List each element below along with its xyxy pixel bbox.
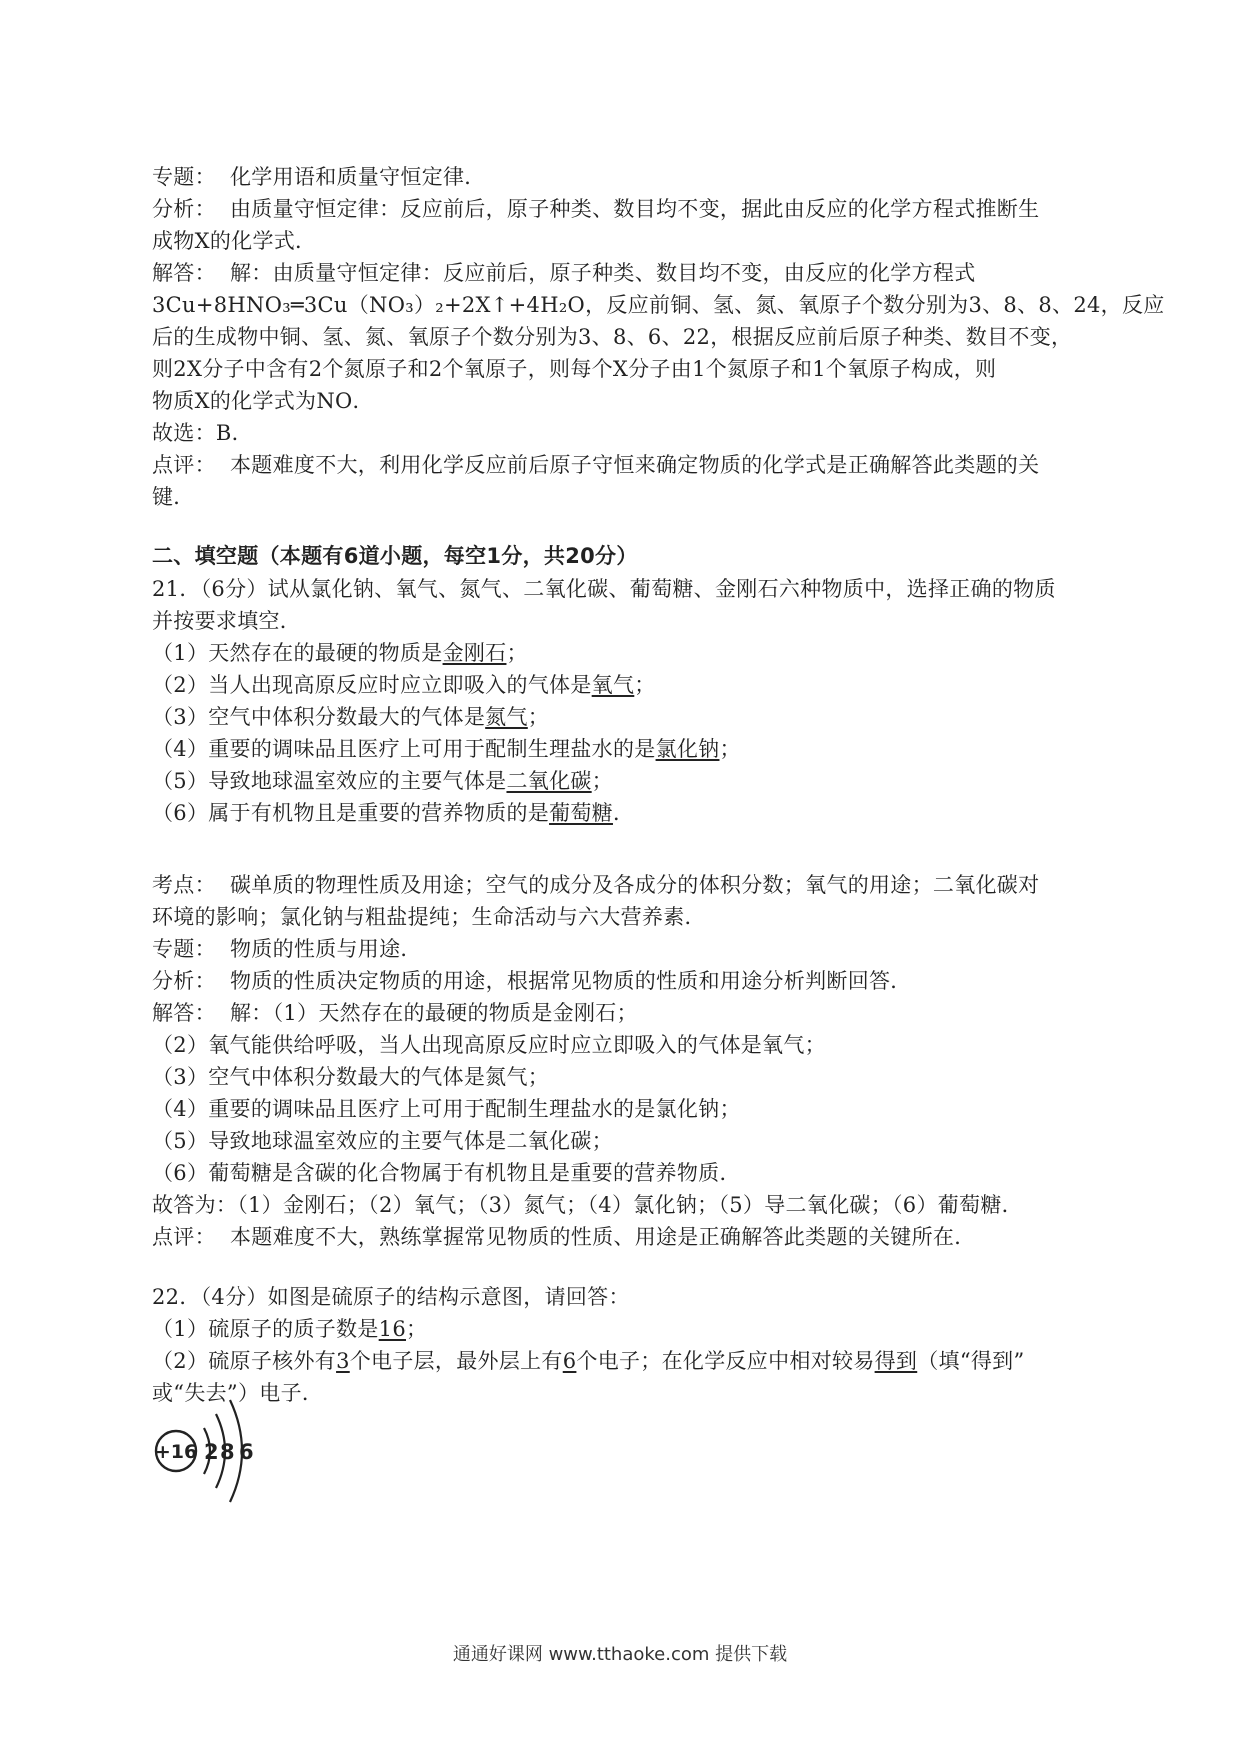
answer-continuation: （4）重要的调味品且医疗上可用于配制生理盐水的是氯化钠；: [152, 1097, 741, 1121]
answer-blank: 氧气: [591, 673, 635, 697]
kaodian-label: 考点：: [152, 873, 216, 897]
answer-text: 解：由质量守恒定律：反应前后，原子种类、数目均不变，由反应的化学方程式: [230, 261, 976, 285]
item-text: （3）空气中体积分数最大的气体是: [152, 705, 486, 729]
item-text: 个电子层，最外层上有: [349, 1349, 563, 1373]
answer-line: [152, 998, 638, 1028]
q21-item: [152, 734, 741, 764]
item-punct: ；: [634, 673, 656, 697]
comment-line: [152, 1222, 976, 1252]
topic-label: 专题：: [152, 937, 216, 961]
topic-text: 化学用语和质量守恒定律．: [230, 165, 486, 189]
q21-stem-continuation: 并按要求填空．: [152, 609, 302, 633]
answer-blank: 葡萄糖: [549, 801, 613, 825]
item-text: （4）重要的调味品且医疗上可用于配制生理盐水的是: [152, 737, 656, 761]
choice-line: 故选：B．: [152, 421, 253, 445]
item-punct: ；: [406, 1317, 428, 1341]
q22-item: [152, 1314, 427, 1344]
q22-item: [152, 1346, 1025, 1376]
q21-item: [152, 638, 528, 668]
analysis-line: [152, 194, 1039, 224]
nucleus-charge: +16: [154, 1441, 198, 1463]
comment-text: 本题难度不大，利用化学反应前后原子守恒来确定物质的化学式是正确解答此类题的关: [230, 453, 1040, 477]
answer-blank: 3: [336, 1349, 350, 1373]
answer-continuation: 则2X分子中含有2个氮原子和2个氧原子，则每个X分子由1个氮原子和1个氧原子构成，则: [152, 357, 997, 381]
topic-line: [152, 162, 486, 192]
footer-source: 通通好课网 www.tthaoke.com 提供下载: [452, 1644, 788, 1665]
answer-continuation: 后的生成物中铜、氢、氮、氧原子个数分别为3、8、6、22，根据反应前后原子种类、数目不变，: [152, 325, 1073, 349]
item-punct: ；: [591, 769, 613, 793]
item-punct: ．: [612, 801, 635, 825]
q21-stem: 21．（6分）试从氯化钠、氧气、氮气、二氧化碳、葡萄糖、金刚石六种物质中，选择正确的物质: [152, 577, 1056, 601]
kaodian-continuation: 环境的影响；氯化钠与粗盐提纯；生命活动与六大营养素．: [152, 905, 706, 929]
answer-label: 解答：: [152, 1001, 216, 1025]
item-text: （6）属于有机物且是重要的营养物质的是: [152, 801, 550, 825]
answer-blank: 氯化钠: [655, 737, 720, 761]
answer-blank: 得到: [874, 1349, 918, 1373]
shell-electron-count: 6: [239, 1440, 254, 1464]
answer-blank: 金刚石: [442, 641, 507, 665]
q21-item: [152, 670, 656, 700]
q22-continuation: 或“失去”）电子．: [152, 1381, 324, 1405]
answer-line: [152, 258, 976, 288]
comment-label: 点评：: [152, 1225, 216, 1249]
analysis-label: 分析：: [152, 969, 216, 993]
kaodian-line: [152, 870, 1039, 900]
answer-continuation: （5）导致地球温室效应的主要气体是二氧化碳；: [152, 1129, 613, 1153]
item-text: 个电子；在化学反应中相对较易: [576, 1349, 875, 1373]
sulfur-atom-diagram: [152, 1392, 292, 1512]
q21-item: [152, 766, 613, 796]
item-text: （2）当人出现高原反应时应立即吸入的气体是: [152, 673, 592, 697]
answer-continuation: 物质X的化学式为NO．: [152, 389, 374, 413]
item-text: （填“得到”: [917, 1349, 1025, 1373]
item-punct: ；: [527, 705, 550, 729]
topic-label: 专题：: [152, 165, 216, 189]
equation-line: 3Cu+8HNO₃═3Cu（NO₃）₂+2X↑+4H₂O，反应前铜、氢、氮、氧原子个数分别为3、8、8、24，反应: [152, 293, 1165, 317]
answer-continuation: （3）空气中体积分数最大的气体是氮气；: [152, 1065, 550, 1089]
item-text: （2）硫原子核外有: [152, 1349, 337, 1373]
topic-line: [152, 934, 422, 964]
answer-blank: 6: [562, 1349, 577, 1373]
comment-text: 本题难度不大，熟练掌握常见物质的性质、用途是正确解答此类题的关键所在．: [230, 1225, 976, 1249]
answer-blank: 二氧化碳: [506, 769, 592, 793]
item-punct: ；: [506, 641, 528, 665]
answer-blank: 16: [378, 1317, 406, 1341]
final-answer-line: 故答为：（1）金刚石；（2）氧气；（3）氮气；（4）氯化钠；（5）导二氧化碳；（6）葡萄糖．: [152, 1193, 1023, 1217]
item-text: （1）硫原子的质子数是: [152, 1317, 379, 1341]
comment-continuation: 键．: [152, 485, 195, 509]
analysis-label: 分析：: [152, 197, 216, 221]
analysis-line: [152, 966, 912, 996]
comment-line: [152, 450, 1039, 480]
comment-label: 点评：: [152, 453, 216, 477]
item-punct: ；: [719, 737, 741, 761]
section-heading: 二、填空题（本题有6道小题，每空1分，共20分）: [152, 544, 638, 568]
shell-electron-count: 8: [220, 1440, 235, 1464]
shell-electron-count: 2: [204, 1440, 219, 1464]
answer-text: 解：（1）天然存在的最硬的物质是金刚石；: [230, 1001, 638, 1025]
answer-continuation: （6）葡萄糖是含碳的化合物属于有机物且是重要的营养物质．: [152, 1161, 741, 1185]
analysis-text: 物质的性质决定物质的用途，根据常见物质的性质和用途分析判断回答．: [230, 969, 912, 993]
q21-item: [152, 798, 634, 828]
answer-blank: 氮气: [485, 705, 528, 729]
analysis-continuation: 成物X的化学式．: [152, 229, 317, 253]
analysis-text: 由质量守恒定律：反应前后，原子种类、数目均不变，据此由反应的化学方程式推断生: [230, 197, 1040, 221]
topic-text: 物质的性质与用途．: [230, 937, 422, 961]
item-text: （1）天然存在的最硬的物质是: [152, 641, 443, 665]
q22-stem: 22．（4分）如图是硫原子的结构示意图，请回答：: [152, 1285, 630, 1309]
answer-label: 解答：: [152, 261, 216, 285]
kaodian-text: 碳单质的物理性质及用途；空气的成分及各成分的体积分数；氧气的用途；二氧化碳对: [230, 873, 1040, 897]
item-text: （5）导致地球温室效应的主要气体是: [152, 769, 507, 793]
answer-continuation: （2）氧气能供给呼吸，当人出现高原反应时应立即吸入的气体是氧气；: [152, 1033, 826, 1057]
q21-item: [152, 702, 549, 732]
